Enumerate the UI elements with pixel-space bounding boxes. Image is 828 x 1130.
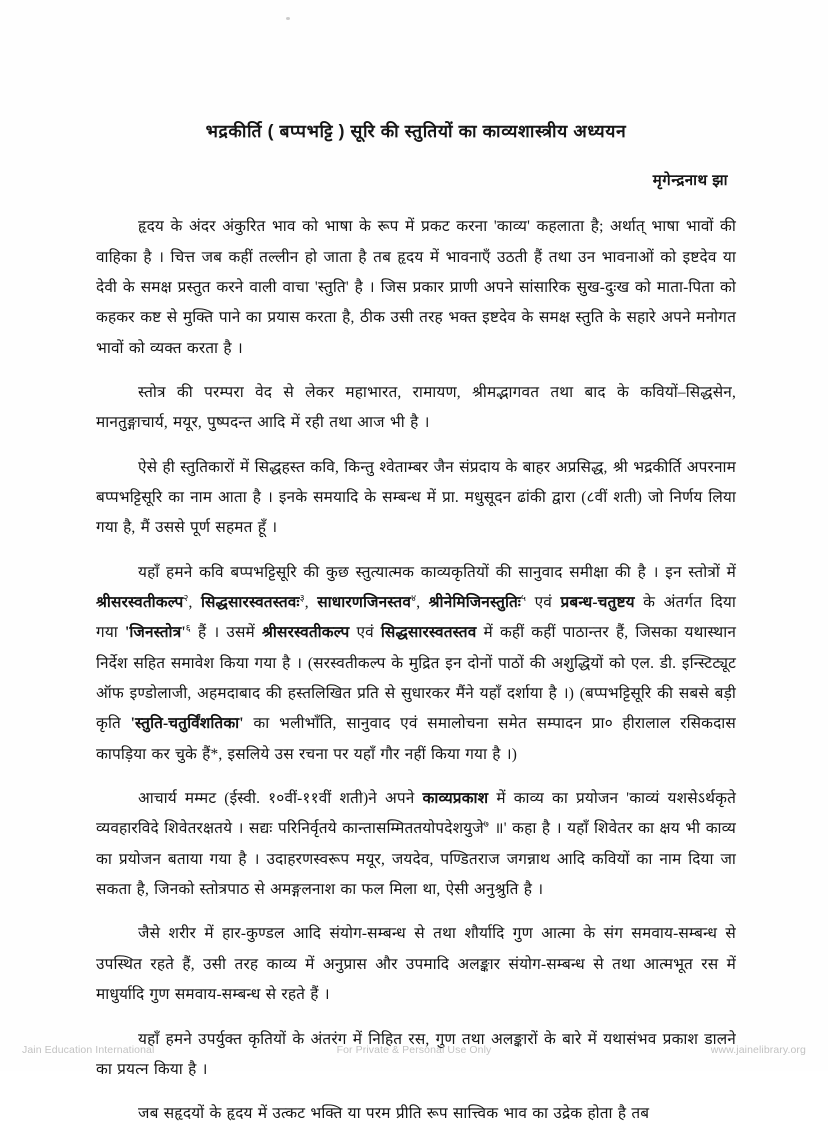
footer-organization: Jain Education International — [22, 1044, 155, 1056]
body-text — [96, 212, 736, 1129]
footer-usage-notice: For Private & Personal Use Only — [336, 1044, 492, 1056]
paragraph: यहाँ हमने उपर्युक्त कृतियों के अंतरंग में निहित रस, गुण तथा अलङ्कारों के बारे में यथासंभव प्रकाश डालने का प्रयत्न किया है । — [96, 1030, 736, 1078]
author-byline: मृगेन्द्रनाथ झा — [652, 172, 728, 190]
paragraph: आचार्य मम्मट (ईस्वी. १०वीं-११वीं शती)ने अपने काव्यप्रकाश में काव्य का प्रयोजन 'काव्यं यशसेऽर्थकृते व्यवहारविदे शिवेतरक्षतये । सद्यः परिनिर्वृतये कान्तासम्मिततयोपदेशयुजे$^७$ ॥' कहा है । यहाँ शिवेतर का क्षय भी काव्य का प्रयोजन बताया गया है । उदाहरणस्वरूप मयूर, जयदेव, पण्डितराज जगन्नाथ आदि कवियों का नाम दिया जा सकता है, जिनको स्तोत्रपाठ से अमङ्गलनाश का फल मिला था, ऐसी अनुश्रुति है । — [96, 790, 737, 899]
paragraph: जब सहृदयों के हृदय में उत्कट भक्ति या परम प्रीति रूप सात्त्विक भाव का उद्रेक होता है तब — [138, 1105, 650, 1123]
scan-artifact-speck — [286, 17, 290, 20]
page-title: भद्रकीर्ति ( बप्पभट्टि ) सूरि की स्तुतियों का काव्यशास्त्रीय अध्ययन — [205, 121, 627, 141]
paragraph: ऐसे ही स्तुतिकारों में सिद्धहस्त कवि, किन्तु श्वेताम्बर जैन संप्रदाय के बाहर अप्रसिद्ध, श्री भद्रकीर्ति अपरनाम बप्पभट्टिसूरि का नाम आता है । इनके समयादि के सम्बन्ध में प्रा. मधुसूदन ढांकी द्वारा (८वीं शती) जो निर्णय लिया गया है, मैं उससे पूर्ण सहमत हूँ । — [96, 458, 736, 537]
paragraph: स्तोत्र की परम्परा वेद से लेकर महाभारत, रामायण, श्रीमद्भागवत तथा बाद के कवियों–सिद्धसेन, मानतुङ्गाचार्य, मयूर, पुष्पदन्त आदि में रही तथा आज भी है । — [96, 383, 736, 432]
paragraph: हृदय के अंदर अंकुरित भाव को भाषा के रूप में प्रकट करना 'काव्य' कहलाता है; अर्थात् भाषा भावों की वाहिका है । चित्त जब कहीं तल्लीन हो जाता है तब हृदय में भावनाएँ उठती हैं तथा उन भावनाओं को इष्टदेव या देवी के समक्ष प्रस्तुत करने वाली वाचा 'स्तुति' है । जिस प्रकार प्राणी अपने सांसारिक सुख-दुःख को माता-पिता को कहकर कष्ट से मुक्ति पाने का प्रयास करता है, ठीक उसी तरह भक्त इष्टदेव के समक्ष स्तुति के सहारे अपने मनोगत भावों को व्यक्त करता है । — [96, 218, 736, 357]
footer-website-link[interactable]: www.jainelibrary.org — [710, 1044, 806, 1056]
page-footer — [0, 1044, 828, 1056]
paragraph: जैसे शरीर में हार-कुण्डल आदि संयोग-सम्बन्ध से तथा शौर्यादि गुण आत्मा के संग समवाय-सम्बन्ध से उपस्थित रहते हैं, उसी तरह काव्य में अनुप्रास और उपमादि अलङ्कार संयोग-सम्बन्ध से तथा आत्मभूत रस में माधुर्यादि गुण समवाय-सम्बन्ध से रहते हैं । — [96, 925, 736, 1004]
paragraph: यहाँ हमने कवि बप्पभट्टिसूरि की कुछ स्तुत्यात्मक काव्यकृतियों की सानुवाद समीक्षा की है । इन स्तोत्रों में श्रीसरस्वतीकल्प$^२$, सिद्धसारस्वतस्तवः$^३$, साधारणजिनस्तव$^४$, श्रीनेमिजिनस्तुतिः$^५$ एवं प्रबन्ध-चतुष्टय के अंतर्गत दिया गया '$जिनस्तोत्र'^६$ हैं । उसमें श्रीसरस्वतीकल्प एवं सिद्धसारस्वतस्तव में कहीं कहीं पाठान्तर हैं, जिसका यथास्थान निर्देश सहित समावेश किया गया है । (सरस्वतीकल्प के मुद्रित इन दोनों पाठों की अशुद्धियों को एल. डी. इन्स्टिट्यूट ऑफ इण्डोलाजी, अहमदाबाद की हस्तलिखित प्रति से सुधारकर मैंने यहाँ दर्शाया है ।) (बप्पभट्टिसूरि की सबसे बड़ी कृति 'स्तुति-चतुर्विंशतिका' का भलीभाँति, सानुवाद एवं समालोचना समेत सम्पादन प्रा० हीरालाल रसिकदास कापड़िया कर चुके हैं*, इसलिये उस रचना पर यहाँ गौर नहीं किया गया है ।) — [96, 563, 737, 763]
page-content — [96, 118, 736, 1130]
